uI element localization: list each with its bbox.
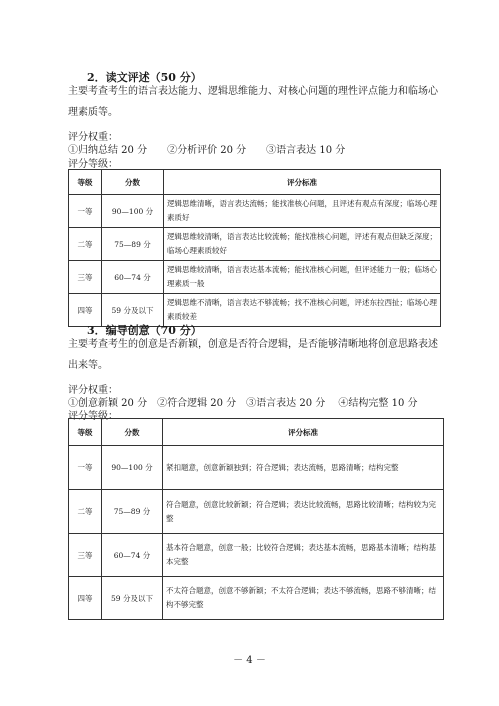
row-level: 三等 <box>69 534 102 577</box>
header-level: 等级 <box>69 170 102 195</box>
table-row <box>69 228 441 261</box>
row-score: 59 分及以下 <box>102 294 164 327</box>
row-criteria: 逻辑思维不清晰，语言表达不够流畅；找不准核心问题，评述东拉西扯；临场心理素质较差 <box>164 294 441 327</box>
row-score: 60—74 分 <box>102 534 163 577</box>
row-criteria: 基本符合题意，创意一般；比较符合逻辑；表达基本流畅，思路基本清晰；结构基本完整 <box>163 534 444 577</box>
section2-grades-label: 评分等级： <box>68 159 118 170</box>
page-number: － 4 － <box>233 655 266 666</box>
header-score: 分数 <box>102 419 163 446</box>
section3-grades-label: 评分等级： <box>68 411 118 422</box>
section3-heading: 3．编导创意（70 分） <box>87 324 202 337</box>
table-row <box>69 577 444 620</box>
header-criteria: 评分标准 <box>164 170 441 195</box>
row-score: 59 分及以下 <box>102 577 163 620</box>
row-criteria: 紧扣题意，创意新颖独到；符合逻辑；表达流畅，思路清晰；结构完整 <box>163 446 444 490</box>
row-score: 60—74 分 <box>102 261 164 294</box>
section3-grading-table <box>68 418 444 620</box>
row-criteria: 不太符合题意，创意不够新颖；不太符合逻辑；表达不够流畅，思路不够清晰；结构不够完整 <box>163 577 444 620</box>
section3-intro: 主要考查考生的创意是否新颖，创意是否符合逻辑，是否能够清晰地将创意思路表述出来等。 <box>68 339 438 371</box>
row-score: 75—89 分 <box>102 490 163 534</box>
row-criteria: 逻辑思维较清晰，语言表达基本流畅；能找准核心问题，但评述能力一般；临场心理素质一般 <box>164 261 441 294</box>
header-criteria: 评分标准 <box>163 419 444 446</box>
section2-weights: ①归纳总结 20 分 ②分析评价 20 分 ③语言表达 10 分 <box>68 145 346 156</box>
row-level: 三等 <box>69 261 102 294</box>
table-row <box>69 490 444 534</box>
section3-weights: ①创意新颖 20 分 ②符合逻辑 20 分 ③语言表达 20 分 ④结构完整 10 分 <box>68 398 418 409</box>
section2-heading: 2．读文评述（50 分） <box>87 71 202 84</box>
row-score: 75—89 分 <box>102 228 164 261</box>
header-score: 分数 <box>102 170 164 195</box>
row-level: 二等 <box>69 490 102 534</box>
section2-weights-label: 评分权重： <box>68 132 118 143</box>
section3-weights-label: 评分权重： <box>68 385 118 396</box>
row-score: 90—100 分 <box>102 195 164 228</box>
row-criteria: 符合题意，创意比较新颖；符合逻辑；表达比较流畅，思路比较清晰；结构较为完整 <box>163 490 444 534</box>
row-level: 一等 <box>69 446 102 490</box>
section2-grading-table <box>68 169 441 327</box>
table-header-row <box>69 170 441 195</box>
section2-intro: 主要考查考生的语言表达能力、逻辑思维能力、对核心问题的理性评点能力和临场心理素质等。 <box>68 86 438 118</box>
row-level: 一等 <box>69 195 102 228</box>
header-level: 等级 <box>69 419 102 446</box>
row-score: 90—100 分 <box>102 446 163 490</box>
row-criteria: 逻辑思维较清晰，语言表达比较流畅；能找准核心问题，评述有观点但缺乏深度；临场心理素质较好 <box>164 228 441 261</box>
table-row <box>69 261 441 294</box>
table-row <box>69 534 444 577</box>
row-level: 二等 <box>69 228 102 261</box>
table-header-row <box>69 419 444 446</box>
table-row <box>69 195 441 228</box>
row-criteria: 逻辑思维清晰，语言表达流畅；能找准核心问题，且评述有观点有深度；临场心理素质好 <box>164 195 441 228</box>
table-row <box>69 446 444 490</box>
row-level: 四等 <box>69 577 102 620</box>
row-level: 四等 <box>69 294 102 327</box>
